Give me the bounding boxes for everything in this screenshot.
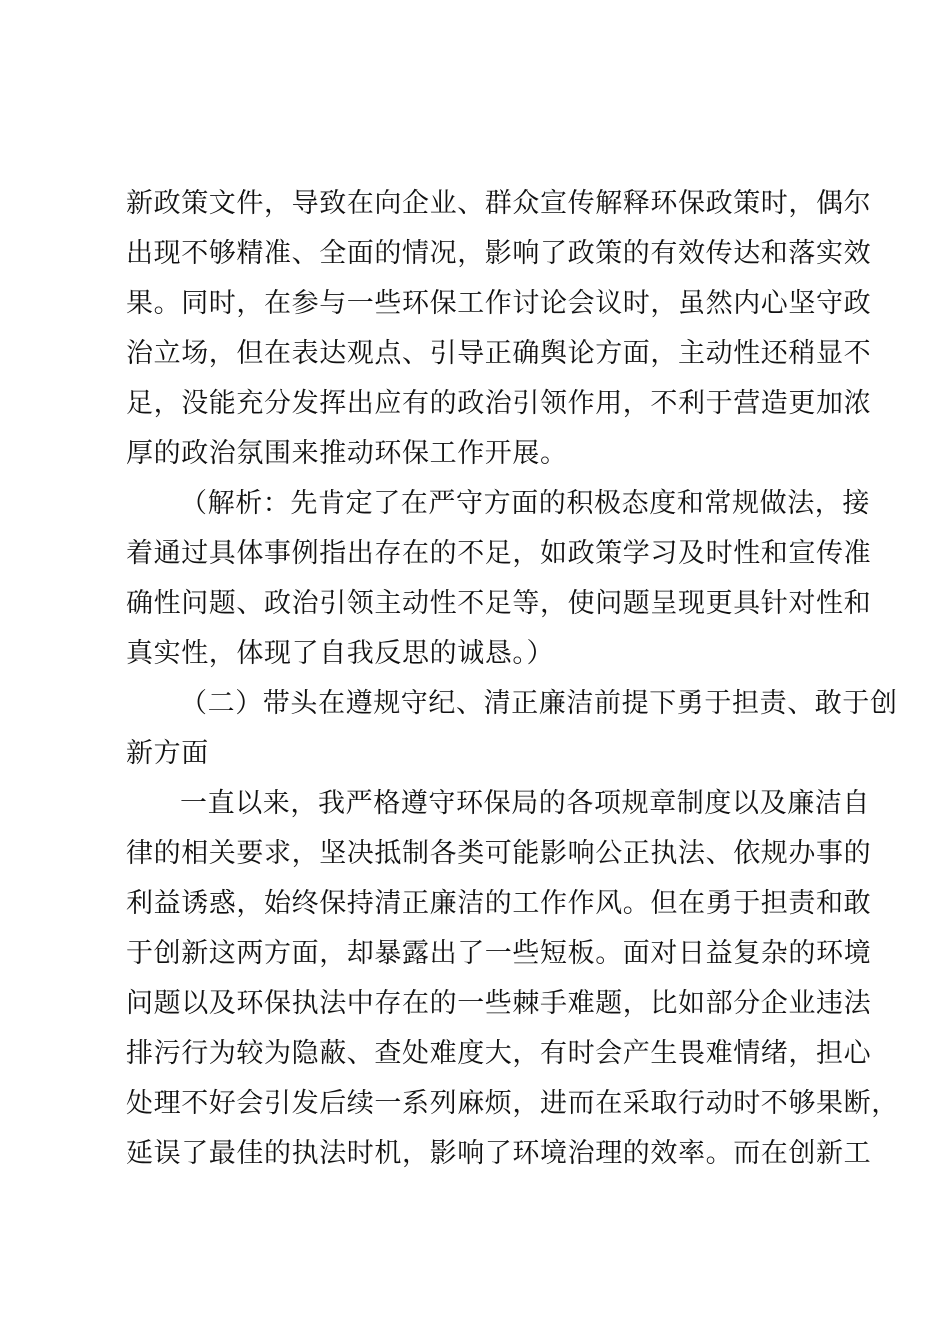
text-line: 问题以及环保执法中存在的一些棘手难题，比如部分企业违法 — [126, 988, 872, 1019]
text-line: 一直以来，我严格遵守环保局的各项规章制度以及廉洁自 — [180, 788, 870, 819]
section-heading: 新方面 — [126, 738, 209, 769]
text-line: 着通过具体事例指出存在的不足，如政策学习及时性和宣传准 — [126, 538, 872, 569]
text-line: 新政策文件，导致在向企业、群众宣传解释环保政策时，偶尔 — [126, 188, 872, 219]
text-line: 于创新这两方面，却暴露出了一些短板。面对日益复杂的环境 — [126, 938, 872, 969]
text-line: 厚的政治氛围来推动环保工作开展。 — [126, 438, 568, 469]
text-line: 处理不好会引发后续一系列麻烦，进而在采取行动时不够果断， — [126, 1088, 899, 1119]
text-line: 律的相关要求，坚决抵制各类可能影响公正执法、依规办事的 — [126, 838, 872, 869]
section-heading: （二）带头在遵规守纪、清正廉洁前提下勇于担责、敢于创 — [180, 688, 898, 719]
text-line: 确性问题、政治引领主动性不足等，使问题呈现更具针对性和 — [126, 588, 872, 619]
text-line: 排污行为较为隐蔽、查处难度大，有时会产生畏难情绪，担心 — [126, 1038, 872, 1069]
text-line: 足，没能充分发挥出应有的政治引领作用，不利于营造更加浓 — [126, 388, 872, 419]
text-line: 果。同时，在参与一些环保工作讨论会议时，虽然内心坚守政 — [126, 288, 872, 319]
text-line: 真实性，体现了自我反思的诚恳。） — [126, 638, 555, 669]
text-line: 出现不够精准、全面的情况，影响了政策的有效传达和落实效 — [126, 238, 872, 269]
text-line: （解析：先肯定了在严守方面的积极态度和常规做法，接 — [180, 488, 870, 519]
text-line: 利益诱惑，始终保持清正廉洁的工作作风。但在勇于担责和敢 — [126, 888, 872, 919]
text-line: 延误了最佳的执法时机，影响了环境治理的效率。而在创新工 — [126, 1138, 872, 1169]
text-line: 治立场，但在表达观点、引导正确舆论方面，主动性还稍显不 — [126, 338, 872, 369]
